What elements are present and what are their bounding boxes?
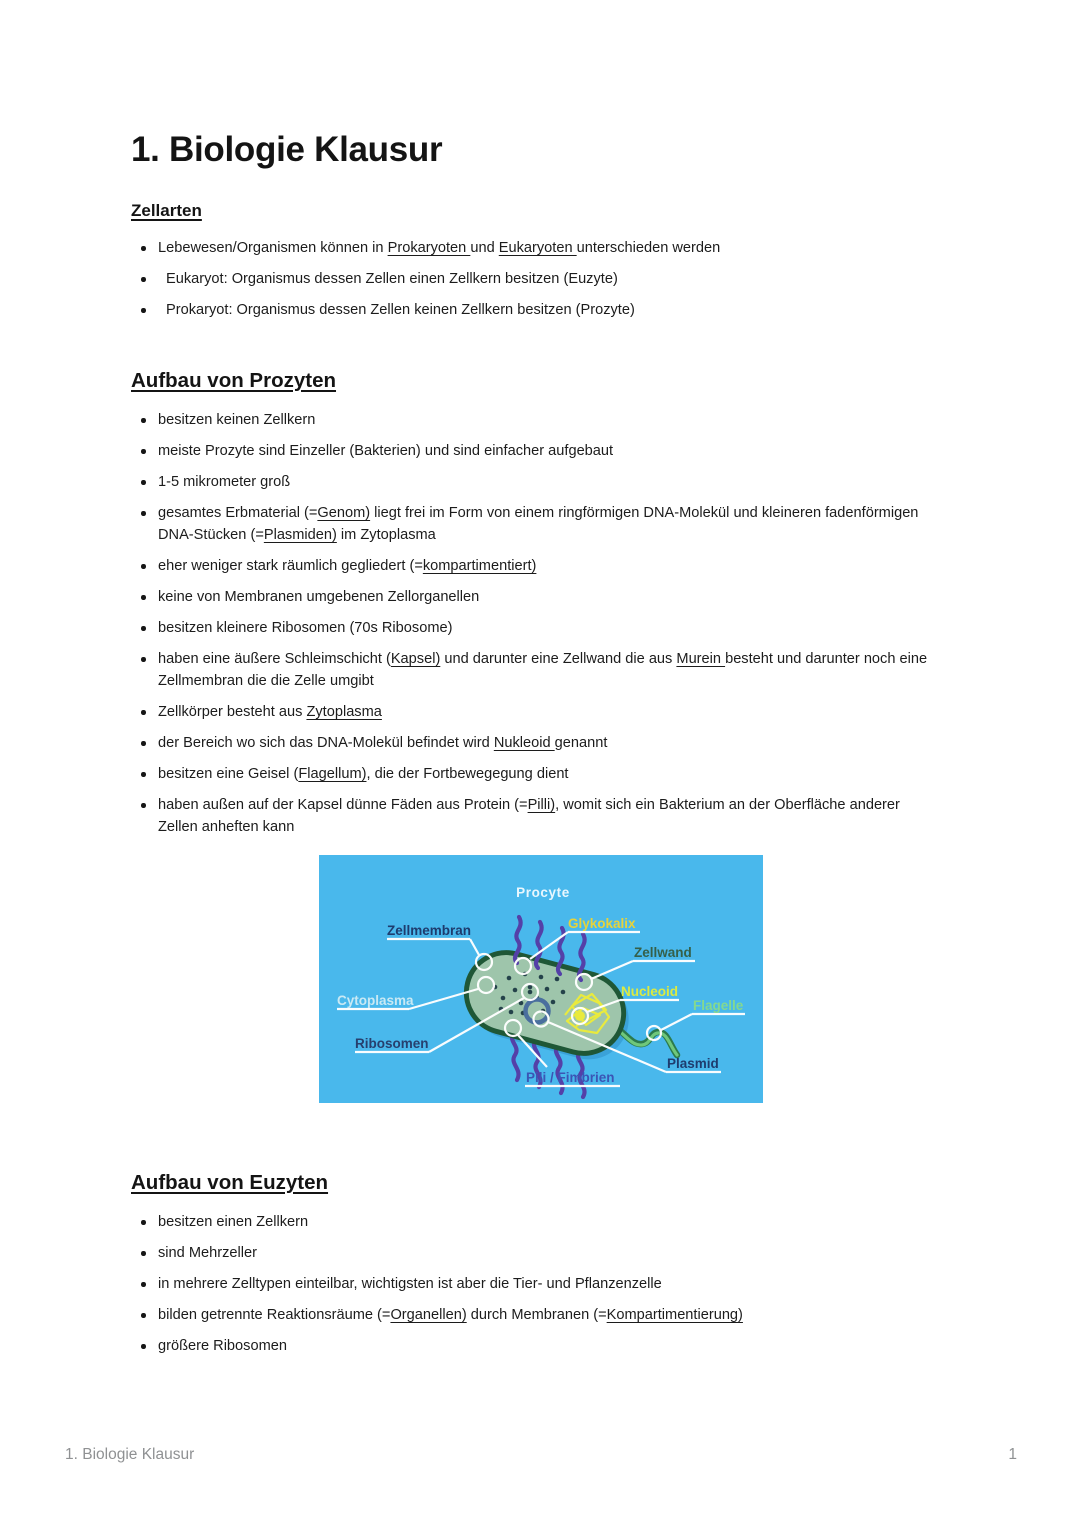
text-segment: besteht und darunter noch eine — [725, 651, 928, 667]
text-segment: Zellen anheften kann — [158, 819, 295, 835]
label-ribosomen: Ribosomen — [355, 1036, 429, 1051]
text-segment: in mehrere Zelltypen einteilbar, wichtigsten ist aber die Tier- und Pflanzenzelle — [158, 1276, 662, 1292]
bullet-item — [131, 617, 963, 639]
text-segment: liegt frei im Form von einem ringförmigen DNA-Molekül und kleineren fadenförmigen — [370, 505, 919, 521]
underlined-term: Flagellum) — [298, 766, 367, 782]
text-segment: haben eine äußere Schleimschicht ( — [158, 651, 391, 667]
bullet-list-prozyten — [131, 409, 966, 838]
page-footer — [65, 1446, 1017, 1464]
bullet-item — [131, 586, 963, 608]
underlined-term: Plasmiden) — [263, 527, 337, 543]
text-segment: Zellmembran die die Zelle umgibt — [158, 673, 374, 689]
underlined-term: Pilli) — [527, 797, 556, 813]
label-zellmembran: Zellmembran — [387, 923, 472, 938]
underlined-term: Nukleoid — [493, 735, 555, 751]
text-segment: Eukaryot: Organismus dessen Zellen einen Zellkern besitzen (Euzyte) — [166, 271, 618, 287]
bullet-item — [131, 268, 966, 290]
section-zellarten — [131, 201, 966, 330]
text-segment: , womit sich ein Bakterium an der Oberfläche anderer — [555, 797, 900, 813]
label-plasmid: Plasmid — [667, 1056, 719, 1071]
underlined-term: Prokaryoten — [387, 240, 471, 256]
text-segment: besitzen eine Geisel ( — [158, 766, 299, 782]
text-segment: DNA-Stücken (= — [158, 527, 264, 543]
underlined-term: Kompartimentierung) — [606, 1307, 743, 1323]
bullet-item — [131, 701, 963, 723]
section-euzyten — [131, 1171, 966, 1366]
footer-page-number: 1 — [1008, 1446, 1017, 1463]
section-heading-euzyten: Aufbau von Euzyten — [131, 1171, 329, 1194]
bullet-item — [131, 409, 963, 431]
bullet-item — [131, 1304, 963, 1326]
bullet-item — [131, 763, 963, 785]
bullet-item — [131, 732, 963, 754]
bullet-item — [131, 471, 963, 493]
text-segment: unterschieden werden — [576, 240, 721, 256]
text-segment: durch Membranen (= — [466, 1307, 607, 1323]
text-segment: bilden getrennte Reaktionsräume (= — [158, 1307, 391, 1323]
footer-document-title: 1. Biologie Klausur — [65, 1446, 195, 1463]
text-segment: besitzen keinen Zellkern — [158, 412, 316, 428]
bullet-item — [131, 1242, 963, 1264]
underlined-term: Eukaryoten — [498, 240, 577, 256]
text-segment: im Zytoplasma — [336, 527, 436, 543]
text-segment: sind Mehrzeller — [158, 1245, 257, 1261]
label-pili-fimbrien: Pili / Fimbrien — [526, 1070, 615, 1085]
underlined-term: Murein — [676, 651, 726, 667]
underlined-term: Zytoplasma — [306, 704, 382, 720]
text-segment: und darunter eine Zellwand die aus — [440, 651, 677, 667]
underlined-term: Organellen) — [390, 1307, 467, 1323]
text-segment: besitzen einen Zellkern — [158, 1214, 309, 1230]
text-segment: größere Ribosomen — [158, 1338, 287, 1354]
nucleoid-blob — [575, 1011, 585, 1021]
text-segment: Zellkörper besteht aus — [158, 704, 307, 720]
bullet-item — [131, 440, 963, 462]
bullet-list-zellarten — [131, 237, 966, 321]
text-segment: keine von Membranen umgebenen Zellorganellen — [158, 589, 480, 605]
text-segment: meiste Prozyte sind Einzeller (Bakterien) und sind einfacher aufgebaut — [158, 443, 614, 459]
procyte-diagram-svg — [319, 855, 763, 1103]
bullet-item — [131, 1273, 963, 1295]
bullet-list-euzyten — [131, 1211, 966, 1357]
text-segment: , die der Fortbewegegung dient — [366, 766, 569, 782]
bullet-item — [131, 555, 963, 577]
diagram-title: Procyte — [516, 885, 570, 900]
section-heading-zellarten: Zellarten — [131, 201, 202, 220]
label-zellwand: Zellwand — [634, 945, 692, 960]
bullet-item — [131, 648, 963, 692]
bullet-item — [131, 237, 963, 259]
text-segment: Prokaryot: Organismus dessen Zellen keinen Zellkern besitzen (Prozyte) — [166, 302, 635, 318]
text-segment: genannt — [554, 735, 608, 751]
label-cytoplasma: Cytoplasma — [337, 993, 414, 1008]
page-title: 1. Biologie Klausur — [131, 130, 443, 169]
text-segment: und — [470, 240, 499, 256]
text-segment: gesamtes Erbmaterial (= — [158, 505, 318, 521]
procyte-diagram — [319, 855, 763, 1103]
text-segment: der Bereich wo sich das DNA-Molekül befindet wird — [158, 735, 494, 751]
label-nucleoid: Nucleoid — [621, 984, 679, 999]
text-segment: haben außen auf der Kapsel dünne Fäden aus Protein (= — [158, 797, 528, 813]
underlined-term: Genom) — [317, 505, 371, 521]
text-segment: eher weniger stark räumlich gegliedert (= — [158, 558, 423, 574]
underlined-term: Kapsel) — [390, 651, 441, 667]
bullet-item — [131, 1335, 963, 1357]
text-segment: 1-5 mikrometer groß — [158, 474, 291, 490]
text-segment: besitzen kleinere Ribosomen (70s Ribosome) — [158, 620, 453, 636]
underlined-term: kompartimentiert) — [422, 558, 537, 574]
text-segment: Lebewesen/Organismen können in — [158, 240, 388, 256]
bullet-item — [131, 794, 963, 838]
label-glykokalix: Glykokalix — [568, 916, 636, 931]
bullet-item — [131, 502, 963, 546]
section-prozyten — [131, 369, 966, 847]
label-flagelle: Flagelle — [693, 998, 744, 1013]
section-heading-prozyten: Aufbau von Prozyten — [131, 369, 337, 392]
bullet-item — [131, 1211, 963, 1233]
bullet-item — [131, 299, 966, 321]
